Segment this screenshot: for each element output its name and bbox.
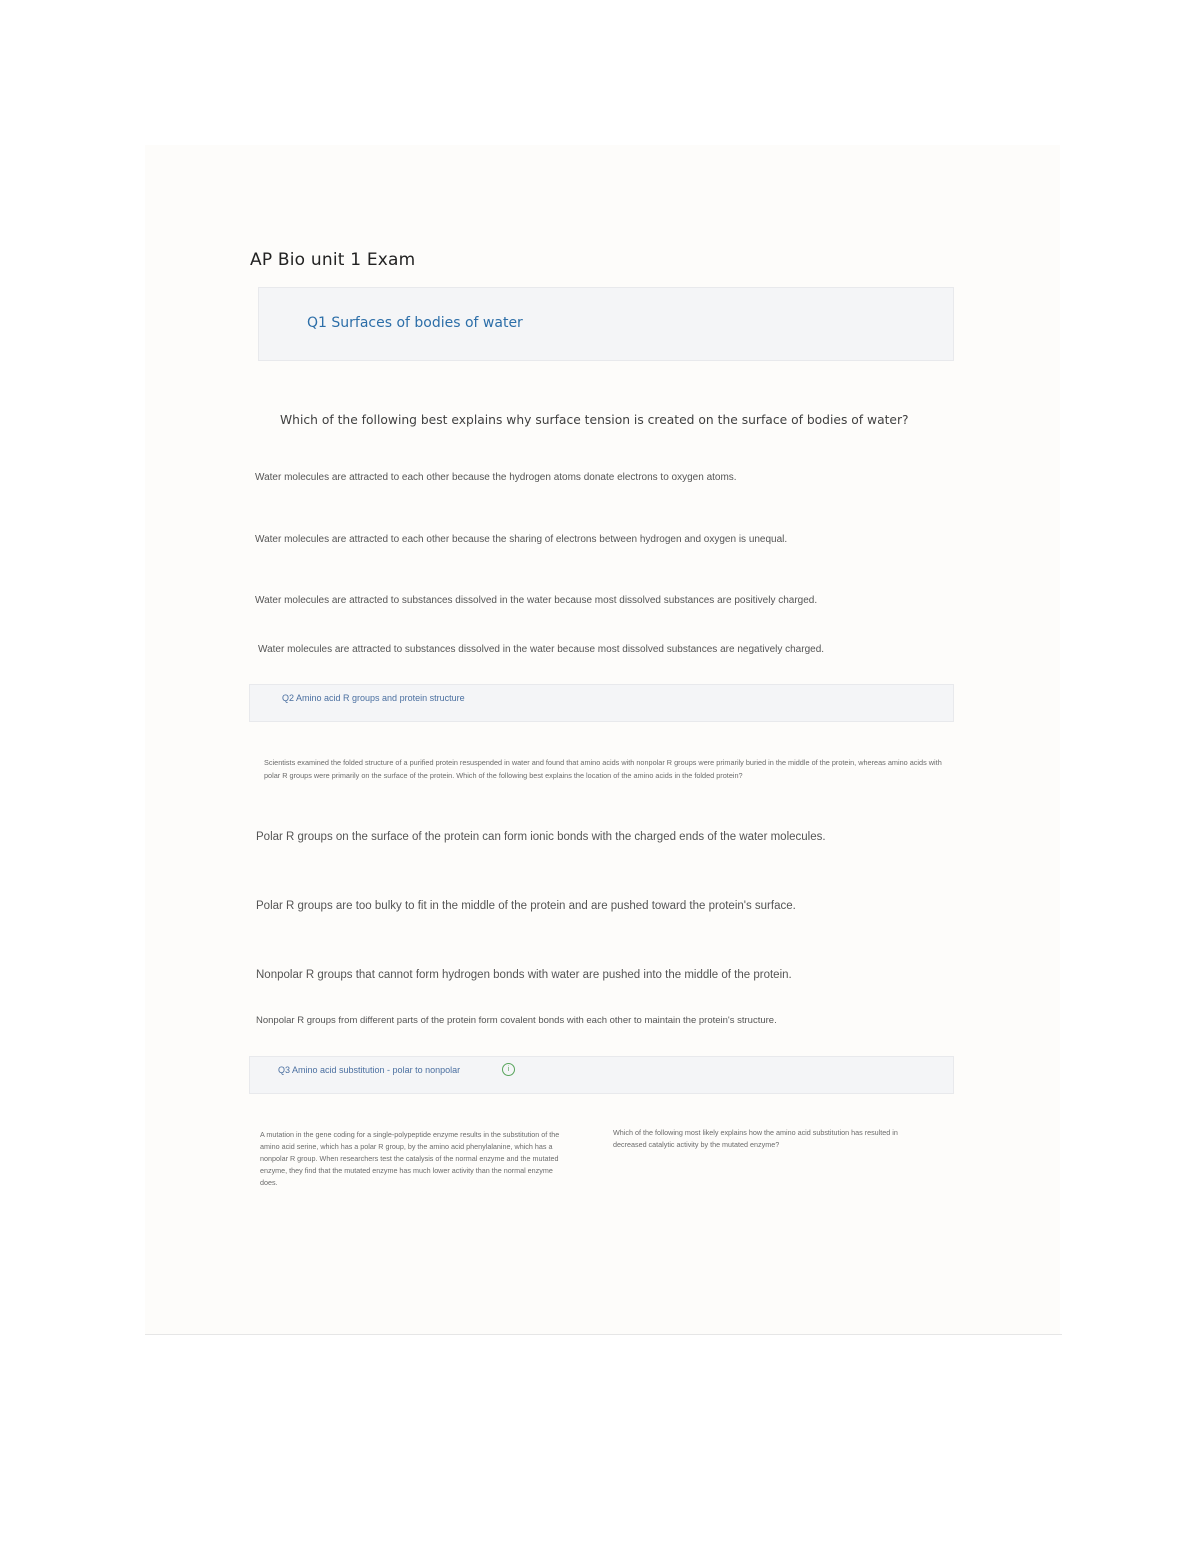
page-divider	[145, 1334, 1062, 1335]
question-2-choice-c[interactable]: Nonpolar R groups that cannot form hydrogen bonds with water are pushed into the middle of the protein.	[256, 969, 792, 981]
question-2-choice-d[interactable]: Nonpolar R groups from different parts of the protein form covalent bonds with each other to maintain the protein's structure.	[256, 1015, 777, 1026]
document-title: AP Bio unit 1 Exam	[250, 250, 416, 270]
question-3-header	[249, 1056, 954, 1094]
question-1-header	[258, 287, 954, 361]
question-1-choice-c[interactable]: Water molecules are attracted to substances dissolved in the water because most dissolved substances are positively charged.	[255, 595, 818, 606]
question-1-prompt: Which of the following best explains why surface tension is created on the surface of bodies of water?	[280, 413, 909, 427]
question-1-title: Q1 Surfaces of bodies of water	[307, 315, 523, 331]
question-2-choice-b[interactable]: Polar R groups are too bulky to fit in the middle of the protein and are pushed toward the protein's surface.	[256, 900, 796, 912]
question-2-header	[249, 684, 954, 722]
question-1-choice-d[interactable]: Water molecules are attracted to substances dissolved in the water because most dissolved substances are negatively charged.	[258, 644, 825, 655]
question-3-title: Q3 Amino acid substitution - polar to nonpolar	[278, 1065, 461, 1075]
info-circle-icon[interactable]: i	[502, 1063, 515, 1076]
question-2-title: Q2 Amino acid R groups and protein structure	[282, 693, 465, 703]
question-2-choice-a[interactable]: Polar R groups on the surface of the protein can form ionic bonds with the charged ends of the water molecules.	[256, 831, 826, 843]
question-2-prompt: Scientists examined the folded structure of a purified protein resuspended in water and found that amino acids with nonpolar R groups were primarily buried in the middle of the protein, whereas amino acids with polar R groups were primarily on the surface of the protein. Which of the following best explains the location of the amino acids in the folded protein?	[264, 758, 942, 780]
question-3-stem: A mutation in the gene coding for a single-polypeptide enzyme results in the substitution of the amino acid serine, which has a polar R group, by the amino acid phenylalanine, which has a nonpolar R group. When researchers test the catalysis of the normal enzyme and the mutated enzyme, they find that the mutated enzyme has much lower activity than the normal enzyme does.	[260, 1130, 560, 1187]
question-1-choice-a[interactable]: Water molecules are attracted to each other because the hydrogen atoms donate electrons to oxygen atoms.	[255, 472, 737, 483]
question-3-prompt: Which of the following most likely explains how the amino acid substitution has resulted in decreased catalytic activity by the mutated enzyme?	[613, 1128, 898, 1149]
question-1-choice-b[interactable]: Water molecules are attracted to each other because the sharing of electrons between hydrogen and oxygen is unequal.	[255, 534, 788, 545]
